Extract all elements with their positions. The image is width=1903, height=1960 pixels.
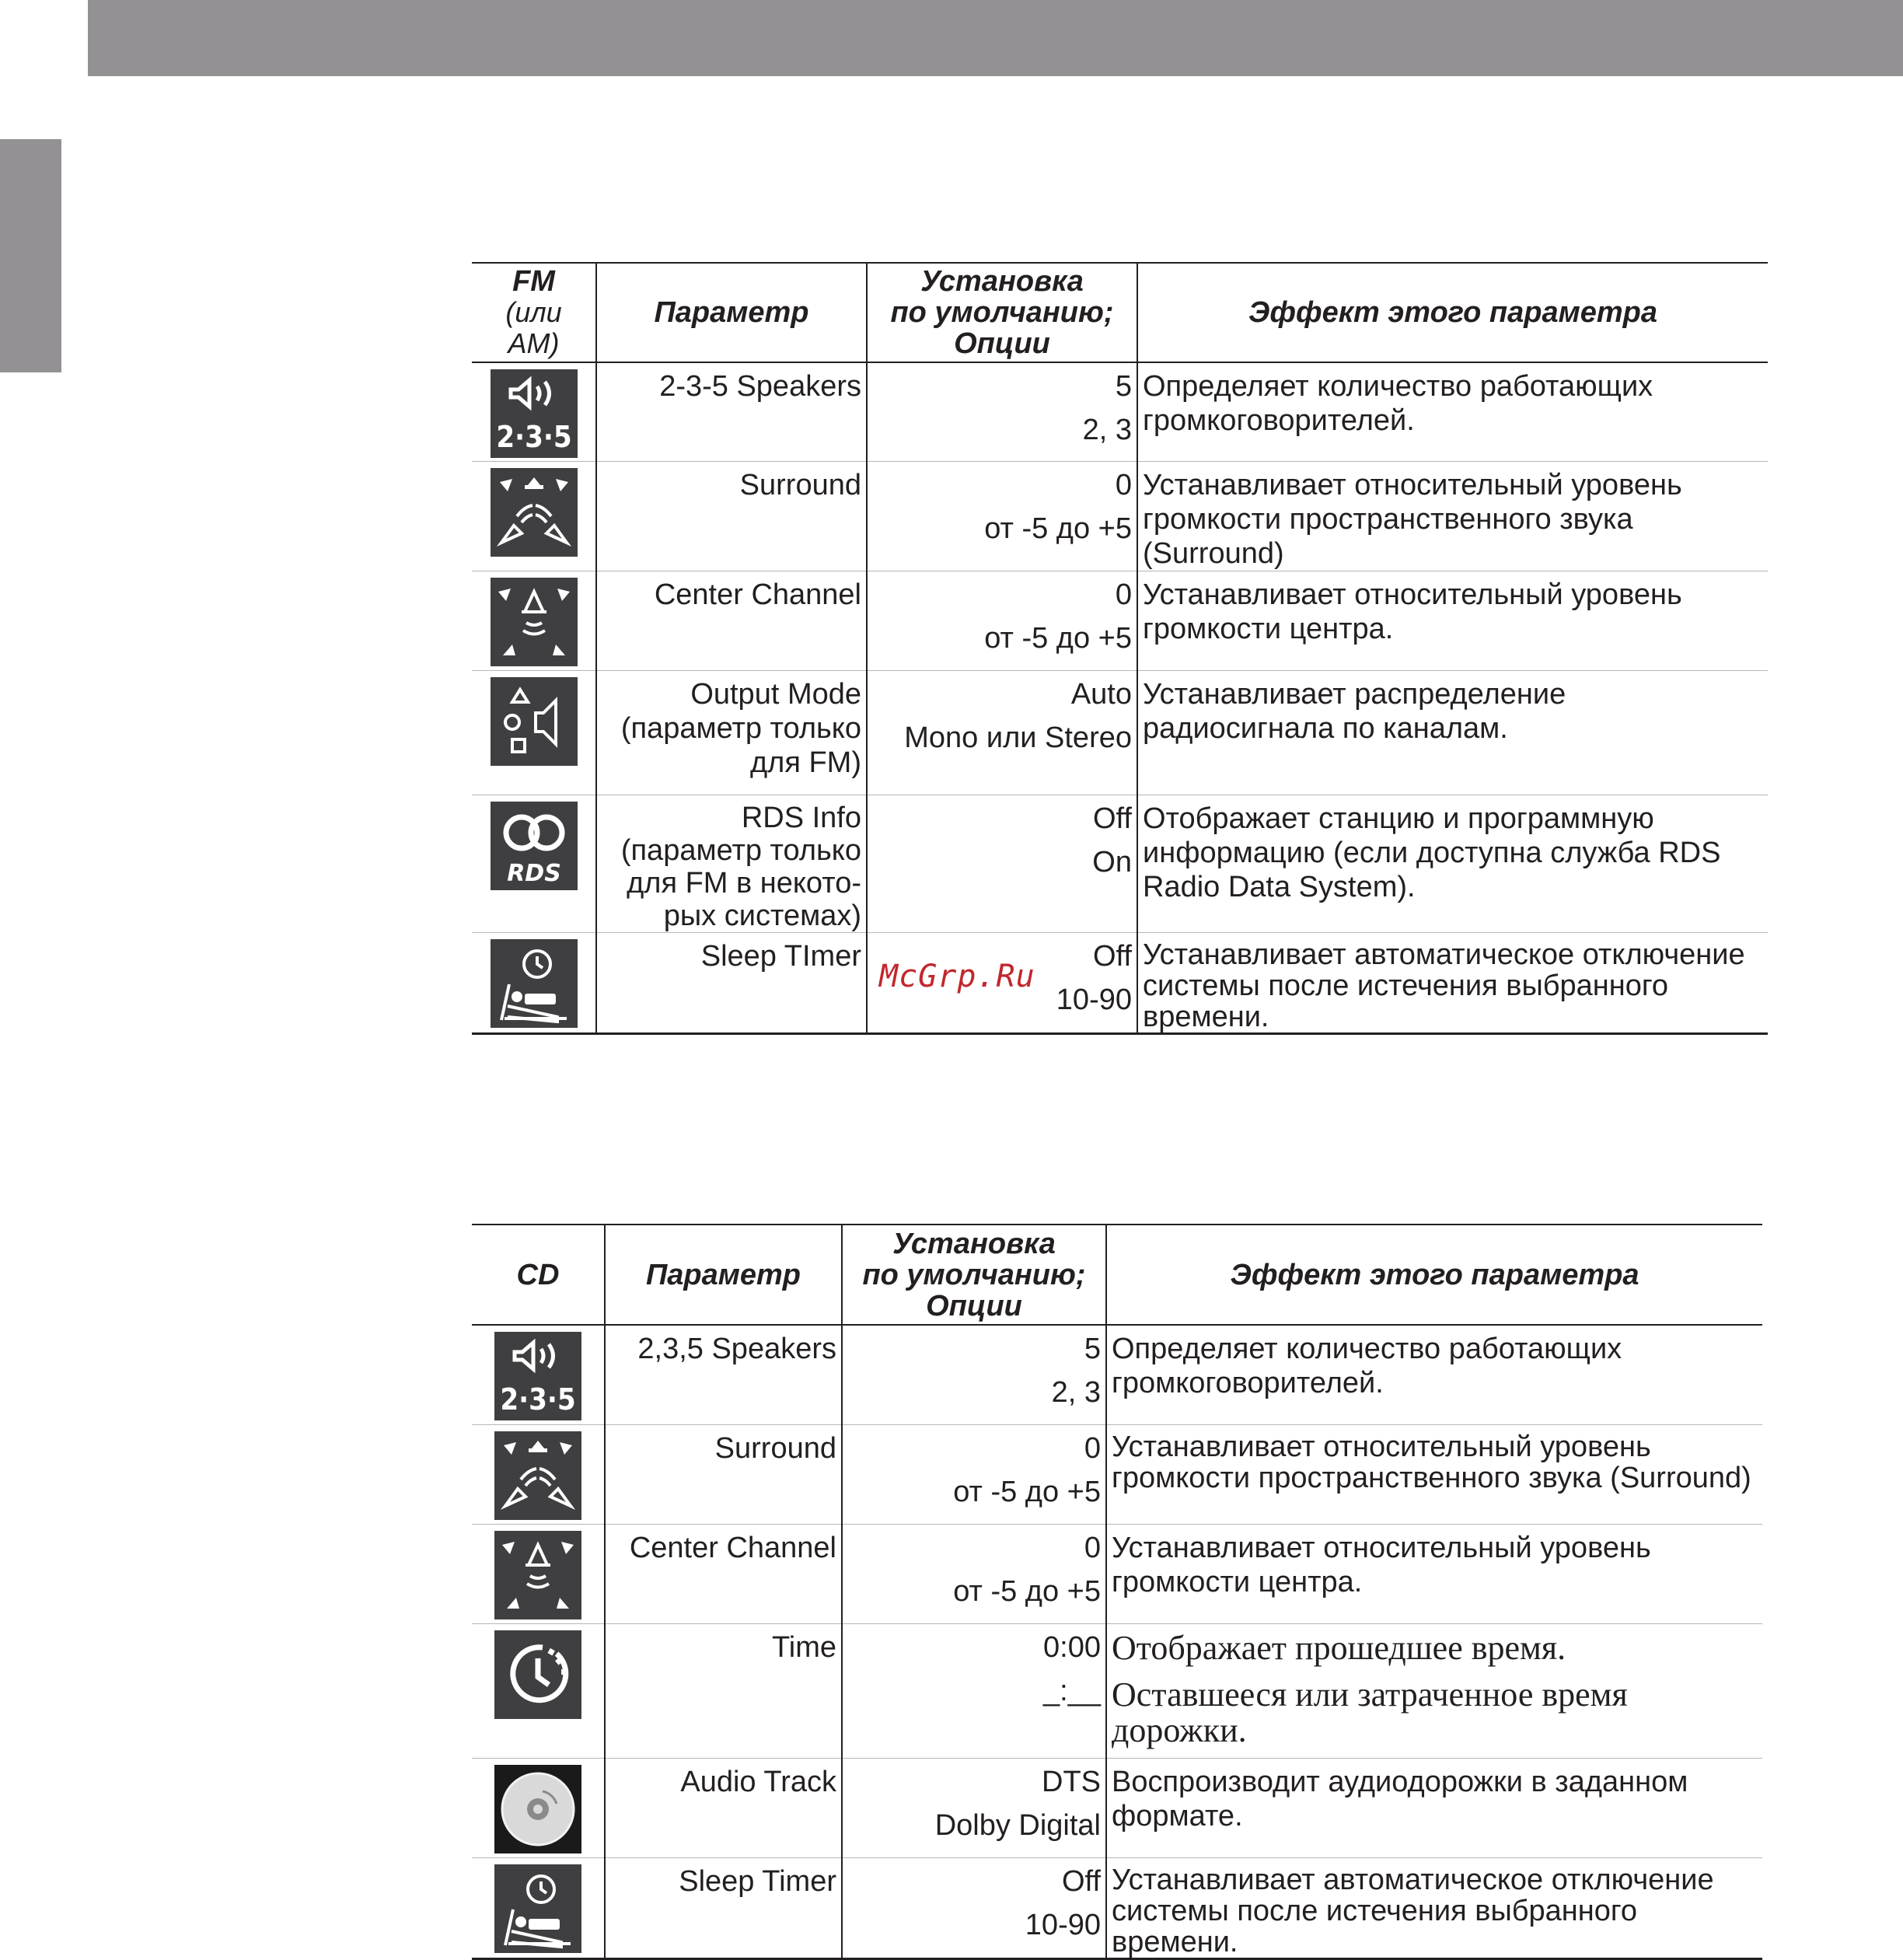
center-channel-icon xyxy=(491,578,578,666)
header-default-line3: Опции xyxy=(954,327,1050,360)
effect-text: Устанавливает относительный уровень громкости центра. xyxy=(1106,1524,1762,1623)
param-label: Audio Track xyxy=(605,1758,842,1857)
default: Auto xyxy=(1070,677,1132,711)
time-icon xyxy=(494,1630,581,1719)
options: от -5 до +5 xyxy=(984,621,1132,655)
speakers-235-icon xyxy=(494,1332,581,1420)
output-mode-icon xyxy=(491,677,578,766)
table-row xyxy=(472,1424,1762,1524)
effect-text: Воспроизводит аудиодорожки в заданном формате. xyxy=(1106,1758,1762,1857)
header-effect: Эффект этого параметра xyxy=(1106,1225,1762,1325)
default-value xyxy=(842,1524,1106,1623)
options: Mono или Stereo xyxy=(904,721,1132,754)
effect-text: Определяет количество работающих громкоговорителей. xyxy=(1137,362,1768,461)
effect-text: Устанавливает распределение радиосигнала по каналам. xyxy=(1137,670,1768,795)
fm-settings-table xyxy=(472,262,1768,1035)
param-label: 2,3,5 Speakers xyxy=(605,1325,842,1424)
header-default-line3: Опции xyxy=(926,1289,1022,1322)
sleep-timer-icon xyxy=(494,1864,581,1953)
surround-icon xyxy=(491,468,578,557)
table-row xyxy=(472,571,1768,670)
header-mode-main: CD xyxy=(516,1258,560,1291)
header-default-line2: по умолчанию; xyxy=(862,1258,1086,1291)
options: от -5 до +5 xyxy=(953,1574,1101,1608)
default: Off xyxy=(1093,939,1132,973)
effect-text: Устанавливает относительный уровень громкости центра. xyxy=(1137,571,1768,670)
options: от -5 до +5 xyxy=(953,1475,1101,1508)
options: 2, 3 xyxy=(1082,414,1132,446)
param-label: Center Channel xyxy=(596,571,867,670)
param-name: RDS Info xyxy=(741,801,861,834)
table-row xyxy=(472,1758,1762,1857)
param-note: (параметр только для FM в некото-рых системах) xyxy=(620,833,861,932)
header-bar xyxy=(88,0,1903,76)
param-label xyxy=(596,795,867,932)
header-param: Параметр xyxy=(596,263,867,362)
effect-text: Определяет количество работающих громкоговорителей. xyxy=(1106,1325,1762,1424)
header-default-line1: Установка xyxy=(892,1227,1056,1260)
param-label xyxy=(596,670,867,795)
table-row xyxy=(472,1325,1762,1424)
header-default xyxy=(842,1225,1106,1325)
default: 0 xyxy=(1115,578,1132,611)
param-label: Surround xyxy=(605,1424,842,1524)
default-value xyxy=(842,1623,1106,1758)
param-label: Time xyxy=(605,1623,842,1758)
effect-line2: Оставшееся или затраченное время дорожки. xyxy=(1112,1675,1628,1749)
default: Off xyxy=(1093,802,1132,835)
effect-line1: Отображает прошедшее время. xyxy=(1112,1628,1566,1667)
header-default-line2: по умолчанию; xyxy=(890,296,1114,329)
speakers-235-icon xyxy=(491,369,578,458)
default: 0 xyxy=(1115,468,1132,501)
effect-text: Устанавливает автоматическое отключение системы после истечения выбранного времени. xyxy=(1137,932,1768,1033)
default-value xyxy=(842,1857,1106,1958)
param-label: Sleep TImer xyxy=(596,932,867,1033)
param-label: Center Channel xyxy=(605,1524,842,1623)
param-label: Sleep Timer xyxy=(605,1857,842,1958)
header-effect: Эффект этого параметра xyxy=(1137,263,1768,362)
param-label: Surround xyxy=(596,461,867,571)
default-value xyxy=(842,1325,1106,1424)
center-channel-icon xyxy=(494,1531,581,1619)
table-row xyxy=(472,1857,1762,1958)
options: Dolby Digital xyxy=(934,1808,1101,1842)
options: On xyxy=(1092,845,1132,879)
effect-text: Отображает станцию и программную информацию (если доступна служба RDS Radio Data System). xyxy=(1137,795,1768,932)
header-mode xyxy=(472,1225,605,1325)
header-mode-main: FM xyxy=(512,265,555,298)
effect-text: Устанавливает относительный уровень громкости пространственного звука (Surround) xyxy=(1106,1424,1762,1524)
options: _:__ xyxy=(1043,1674,1101,1707)
default: 5 xyxy=(1115,370,1132,403)
default-value xyxy=(867,461,1137,571)
default-value xyxy=(867,362,1137,461)
param-label: 2-3-5 Speakers xyxy=(596,362,867,461)
effect-text: Устанавливает автоматическое отключение системы после истечения выбранного времени. xyxy=(1106,1857,1762,1958)
default: 0 xyxy=(1084,1531,1101,1564)
default-value xyxy=(842,1758,1106,1857)
default: 5 xyxy=(1084,1333,1101,1365)
table-row xyxy=(472,461,1768,571)
default-value xyxy=(867,670,1137,795)
options: 10-90 xyxy=(1056,983,1132,1016)
effect-text: Устанавливает относительный уровень громкости пространственного звука (Surround) xyxy=(1137,461,1768,571)
default-value xyxy=(867,795,1137,932)
default: 0 xyxy=(1084,1431,1101,1465)
param-name: Output Mode xyxy=(690,677,861,711)
table-row xyxy=(472,932,1768,1033)
table-row xyxy=(472,795,1768,932)
options: от -5 до +5 xyxy=(984,512,1132,545)
effect-text xyxy=(1106,1623,1762,1758)
options: 2, 3 xyxy=(1051,1376,1101,1409)
sleep-timer-icon xyxy=(491,939,578,1028)
param-note: (параметр только для FM) xyxy=(620,711,861,779)
surround-icon xyxy=(494,1431,581,1520)
options: 10-90 xyxy=(1025,1908,1101,1941)
default: Off xyxy=(1062,1864,1101,1898)
header-mode-sub: (или AM) xyxy=(505,296,562,359)
header-default-line1: Установка xyxy=(920,265,1084,298)
cd-settings-table xyxy=(472,1224,1762,1960)
side-tab xyxy=(0,139,61,372)
table-row xyxy=(472,1623,1762,1758)
header-default xyxy=(867,263,1137,362)
default-value xyxy=(867,571,1137,670)
rds-icon xyxy=(491,802,578,890)
default: DTS xyxy=(1042,1765,1101,1798)
table-row xyxy=(472,1524,1762,1623)
table-row xyxy=(472,362,1768,461)
audio-track-icon xyxy=(494,1765,581,1853)
header-param: Параметр xyxy=(605,1225,842,1325)
default-value xyxy=(842,1424,1106,1524)
watermark: McGrp.Ru xyxy=(879,959,1035,994)
table-row xyxy=(472,670,1768,795)
header-mode xyxy=(472,263,596,362)
default: 0:00 xyxy=(1043,1630,1101,1664)
